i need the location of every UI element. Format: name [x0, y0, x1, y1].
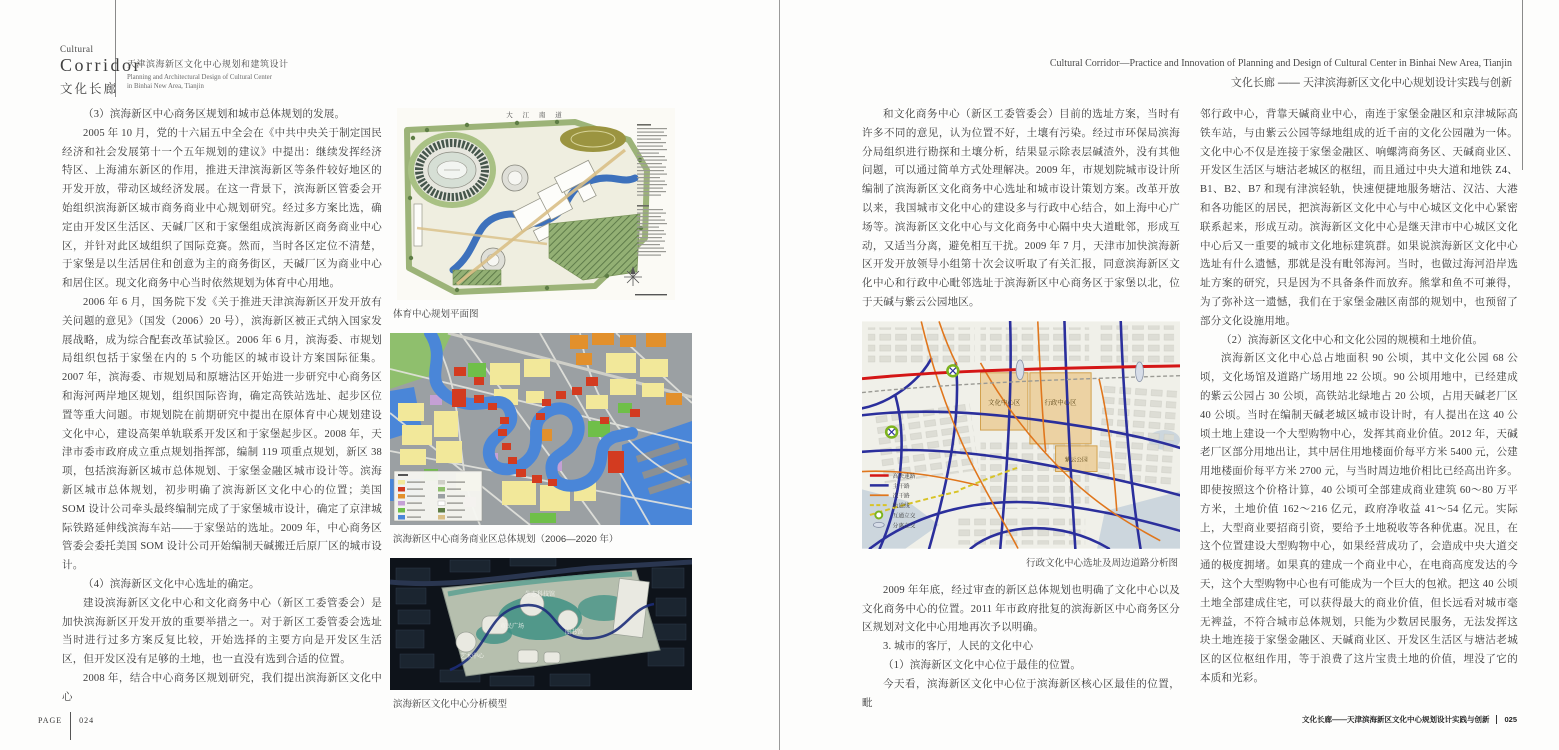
footer-running-title: 文化长廊——天津滨海新区文化中心规划设计实践与创新	[1301, 715, 1490, 724]
paragraph: 2009 年年底，经过审查的新区总体规划也明确了文化中心以及文化商务中心的位置。2011 年市政府批复的滨海新区中心商务区分区规划对文化中心用地再次予以明确。	[862, 584, 1180, 634]
zone-label: 行政中心区	[1044, 399, 1077, 407]
sports-center-plan-figure	[397, 108, 675, 300]
road-analysis-map-figure	[862, 321, 1180, 549]
chapter-title-zh: 天津滨海新区文化中心规划和建筑设计	[127, 59, 289, 69]
logo-en-large: Corridor	[60, 55, 142, 75]
left-page-footer	[38, 712, 94, 740]
figure-caption: 体育中心规划平面图	[393, 309, 479, 320]
footer-page-number: 025	[1504, 715, 1517, 724]
model-label: 艺术中心	[459, 654, 485, 660]
footer-page-number: 024	[79, 716, 95, 725]
legend-label: 轨道线	[892, 503, 910, 510]
landuse-map-figure	[390, 333, 692, 525]
footer-divider	[1496, 715, 1497, 724]
chapter-title-en-line1: Planning and Architectural Design of Cultural Center	[127, 74, 272, 81]
footer-page-label: PAGE	[38, 716, 63, 725]
paragraph: 今天看，滨海新区文化中心位于滨海新区核心区最佳的位置，毗	[862, 678, 1180, 709]
legend-label: 互通立交	[892, 513, 916, 520]
paragraph: （3）滨海新区中心商务区规划和城市总体规划的发展。	[83, 109, 346, 120]
right-header-rule	[1522, 0, 1523, 170]
zone-label: 文化中心区	[988, 399, 1021, 407]
paragraph: 滨海新区文化中心总占地面积 90 公顷，其中文化公园 68 公顷，文化场馆及道路广场用地 22 公顷。90 公顷用地中，已经建成的紫云公园占 30 公顷，高铁站北绿地占 20 公顷，占用天碱老厂区 40 公顷。当时在编制天碱老城区城市设计时，有人提出在这 40 公顷土地上建设一个大型购物中心，发挥其商业价值。2012 年，天碱老厂区部分用地出让，其中居住用地楼面价每平方米 5400 元，公建用地楼面价每平方米 2700 元，与当时周边地价相比已经高出许多。即使按照这个价格计算，40 公顷可全部建成商业建筑 60～80 万平方米，土地价值 162～216 亿元，政府净收益 41～54 亿元。实际上，大型商业要招商引资，要给予土地税收等各种优惠。况且，在这个位置建设大型购物中心，如果经营成功了，会造成中央大道交通的极度拥堵。如果真的建成一个商业中心，在电商高度发达的今天，这个大型购物中心也有可能成为一个巨大的包袱。把这 40 公顷土地全部建成住宅，可以获得最大的商业价值，但长远看对城市毫无裨益，不符合城市总体规划，只能为少数居民服务，无法发挥这块土地连接于家堡金融区、天碱商业区、开发区生活区与塘沽老城区的区位枢纽作用，等于浪费了这片宝贵土地的价值，埋没了它的本质和光彩。	[1200, 353, 1518, 684]
legend-label: 高快速路	[892, 473, 916, 480]
chapter-title-en	[127, 73, 357, 91]
model-label: 生态科技馆	[524, 592, 556, 598]
chapter-title-en-line2: in Binhai New Area, Tianjin	[127, 83, 204, 90]
left-page-figure-column	[390, 108, 694, 723]
paragraph: （1）滨海新区文化中心位于最佳的位置。	[883, 659, 1082, 671]
figure-caption: 滨海新区文化中心分析模型	[393, 699, 508, 710]
zone-label: 紫云公园	[1064, 457, 1088, 464]
paragraph: （4）滨海新区文化中心选址的确定。	[83, 578, 260, 590]
paragraph: 建设滨海新区文化中心和文化商务中心（新区工委管委会）是加快滨海新区开发开放的重要举措之一。对于新区工委管委会选址当时进行过多方案反复比较，开始选择的主要方向是开发区生活区，但开发区没有足够的土地，也一直没有选到合适的位置。	[62, 597, 382, 666]
paragraph: 3. 城市的客厅，人民的文化中心	[883, 641, 1034, 653]
right-page-column-2	[1200, 106, 1518, 689]
page-gutter-rule	[779, 0, 780, 750]
model-label: 图书馆	[564, 630, 584, 636]
logo-zh: 文化长廊	[60, 82, 119, 96]
paragraph: 和文化商务中心（新区工委管委会）目前的选址方案，当时有许多不同的意见，认为位置不好，土壤有污染。经过市环保局滨海分局组织进行勘探和土壤分析，结果显示除表层碱渣外，没有其他问题，可以通过简单方式处理解决。2009 年，市规划院城市设计所编制了滨海新区文化商务中心选址和城市设计策划方案。改革开放以来，我国城市文化中心的建设多与行政中心结合，如上海中心广场等。滨海新区文化中心与文化商务中心隔中央大道毗邻，形成互动，又适当分离，避免相互干扰。2009 年 7 月，天津市加快滨海新区开发开放领导小组第十次会议听取了有关汇报，同意滨海新区文化中心和行政中心毗邻选址于滨海新区中心商务区于家堡以北，位于天碱与紫云公园地区。	[862, 109, 1180, 308]
model-label: 市民广场	[499, 624, 525, 630]
left-page-text-column	[62, 106, 382, 708]
paragraph: 2005 年 10 月，党的十六届五中全会在《中共中央关于制定国民经济和社会发展第十一个五年规划的建议》中提出：继续发挥经济特区、上海浦东新区的作用，推进天津滨海新区等条件较好地区的开发开放，带动区域经济发展。在这一背景下，滨海新区管委会开始组织滨海新区城市商务商业中心规划研究。经过多方案比选，确定由开发区生活区、天碱厂区和于家堡组成滨海新区商务商业中心区，并针对此区域组织了国际竞赛。然而，当时各区定位不清楚，于家堡是以生活居住和创意为主的商务街区，天碱厂区为商业中心和居住区。现文化商务中心当时依然规划为体育中心用地。	[62, 127, 382, 290]
chapter-title-block	[127, 57, 357, 91]
right-page-header	[780, 58, 1512, 90]
legend-label: 次干路	[892, 493, 910, 500]
figure-caption: 行政文化中心选址及周边道路分析图	[1025, 557, 1178, 569]
interchange-marker-icon	[886, 426, 897, 437]
legend-label: 分离立交	[892, 523, 916, 530]
plan-road-label: 大 江 南 道	[506, 112, 566, 119]
map-legend	[394, 471, 482, 521]
paragraph: 2006 年 6 月，国务院下发《关于推进天津滨海新区开发开放有关问题的意见》（国发（2006）20 号），滨海新区被正式纳入国家发展战略，成为综合配套改革试验区。2006 年 6 月，滨海委、市规划局组织包括于家堡在内的 5 个功能区的城市设计方案国际征集。2007 年，滨海委、市规划局和原塘沽区开始进一步研究中心商务区和海河两岸地区规划，组织国际咨询，确定高铁站选址、起步区位置等重大问题。市规划院在前期研究中提出在原体育中心规划建设文化中心，建设高架单轨联系开发区和于家堡起步区。2008 年，天津市委市政府成立重点规划指挥部，编制 119 项重点规划，新区 38 项，包括滨海新区城市总体规划、于家堡金融区城市设计等。滨海新区城市总体规划，初步明确了滨海新区文化中心的位置；美国 SOM 设计公司牵头最终编制完成了于家堡城市设计，确定了京津城际铁路延伸线滨海车站——于家堡站的选址。2009 年，中心商务区管委会委托美国 SOM 设计公司开始编制天碱搬迁后原厂区的城市设计。	[62, 296, 382, 572]
footer-divider	[70, 712, 71, 740]
paragraph: 邻行政中心，背靠天碱商业中心，南连于家堡金融区和京津城际高铁车站，与由紫云公园等绿地组成的近千亩的文化公园融为一体。文化中心不仅是连接于家堡金融区、响螺湾商务区、天碱商业区、开发区生活区与塘沽老城区的枢纽，而且通过中央大道和地铁 Z4、B1、B2、B7 和现有津滨轻轨，快速便捷地服务塘沽、汉沽、大港和各功能区的居民，把滨海新区文化中心与中心城区文化中心紧密联系起来，形成互动。滨海新区文化中心是继天津市中心城区文化中心后又一重要的城市文化地标建筑群。如果说滨海新区文化中心选址有什么遗憾，那就是没有毗邻海河。当时，也做过海河沿岸选址方案的研究，只是因为不具备条件而放弃。熊掌和鱼不可兼得，为了弥补这一遗憾，我们在于家堡金融区南部的规划中，也预留了部分文化设施用地。	[1200, 109, 1518, 327]
legend-label: 主干路	[892, 483, 910, 490]
interchange-marker-icon	[947, 365, 958, 376]
header-title-zh: 文化长廊 —— 天津滨海新区文化中心规划设计实践与创新	[1230, 77, 1512, 89]
paragraph: 2008 年，结合中心商务区规划研究，我们提出滨海新区文化中心	[62, 672, 382, 703]
right-page-footer	[1302, 714, 1517, 725]
right-page-column-1	[862, 106, 1180, 713]
header-title-en: Cultural Corridor—Practice and Innovation of Planning and Design of Cultural Center in Binhai New Area, Tianjin	[1049, 58, 1512, 69]
model-photo-figure	[390, 558, 692, 690]
figure-caption: 滨海新区中心商务商业区总体规划（2006—2020 年）	[393, 534, 619, 545]
logo-en-small: Cultural	[60, 44, 94, 54]
paragraph: （2）滨海新区文化中心和文化公园的规模和土地价值。	[1221, 334, 1484, 346]
